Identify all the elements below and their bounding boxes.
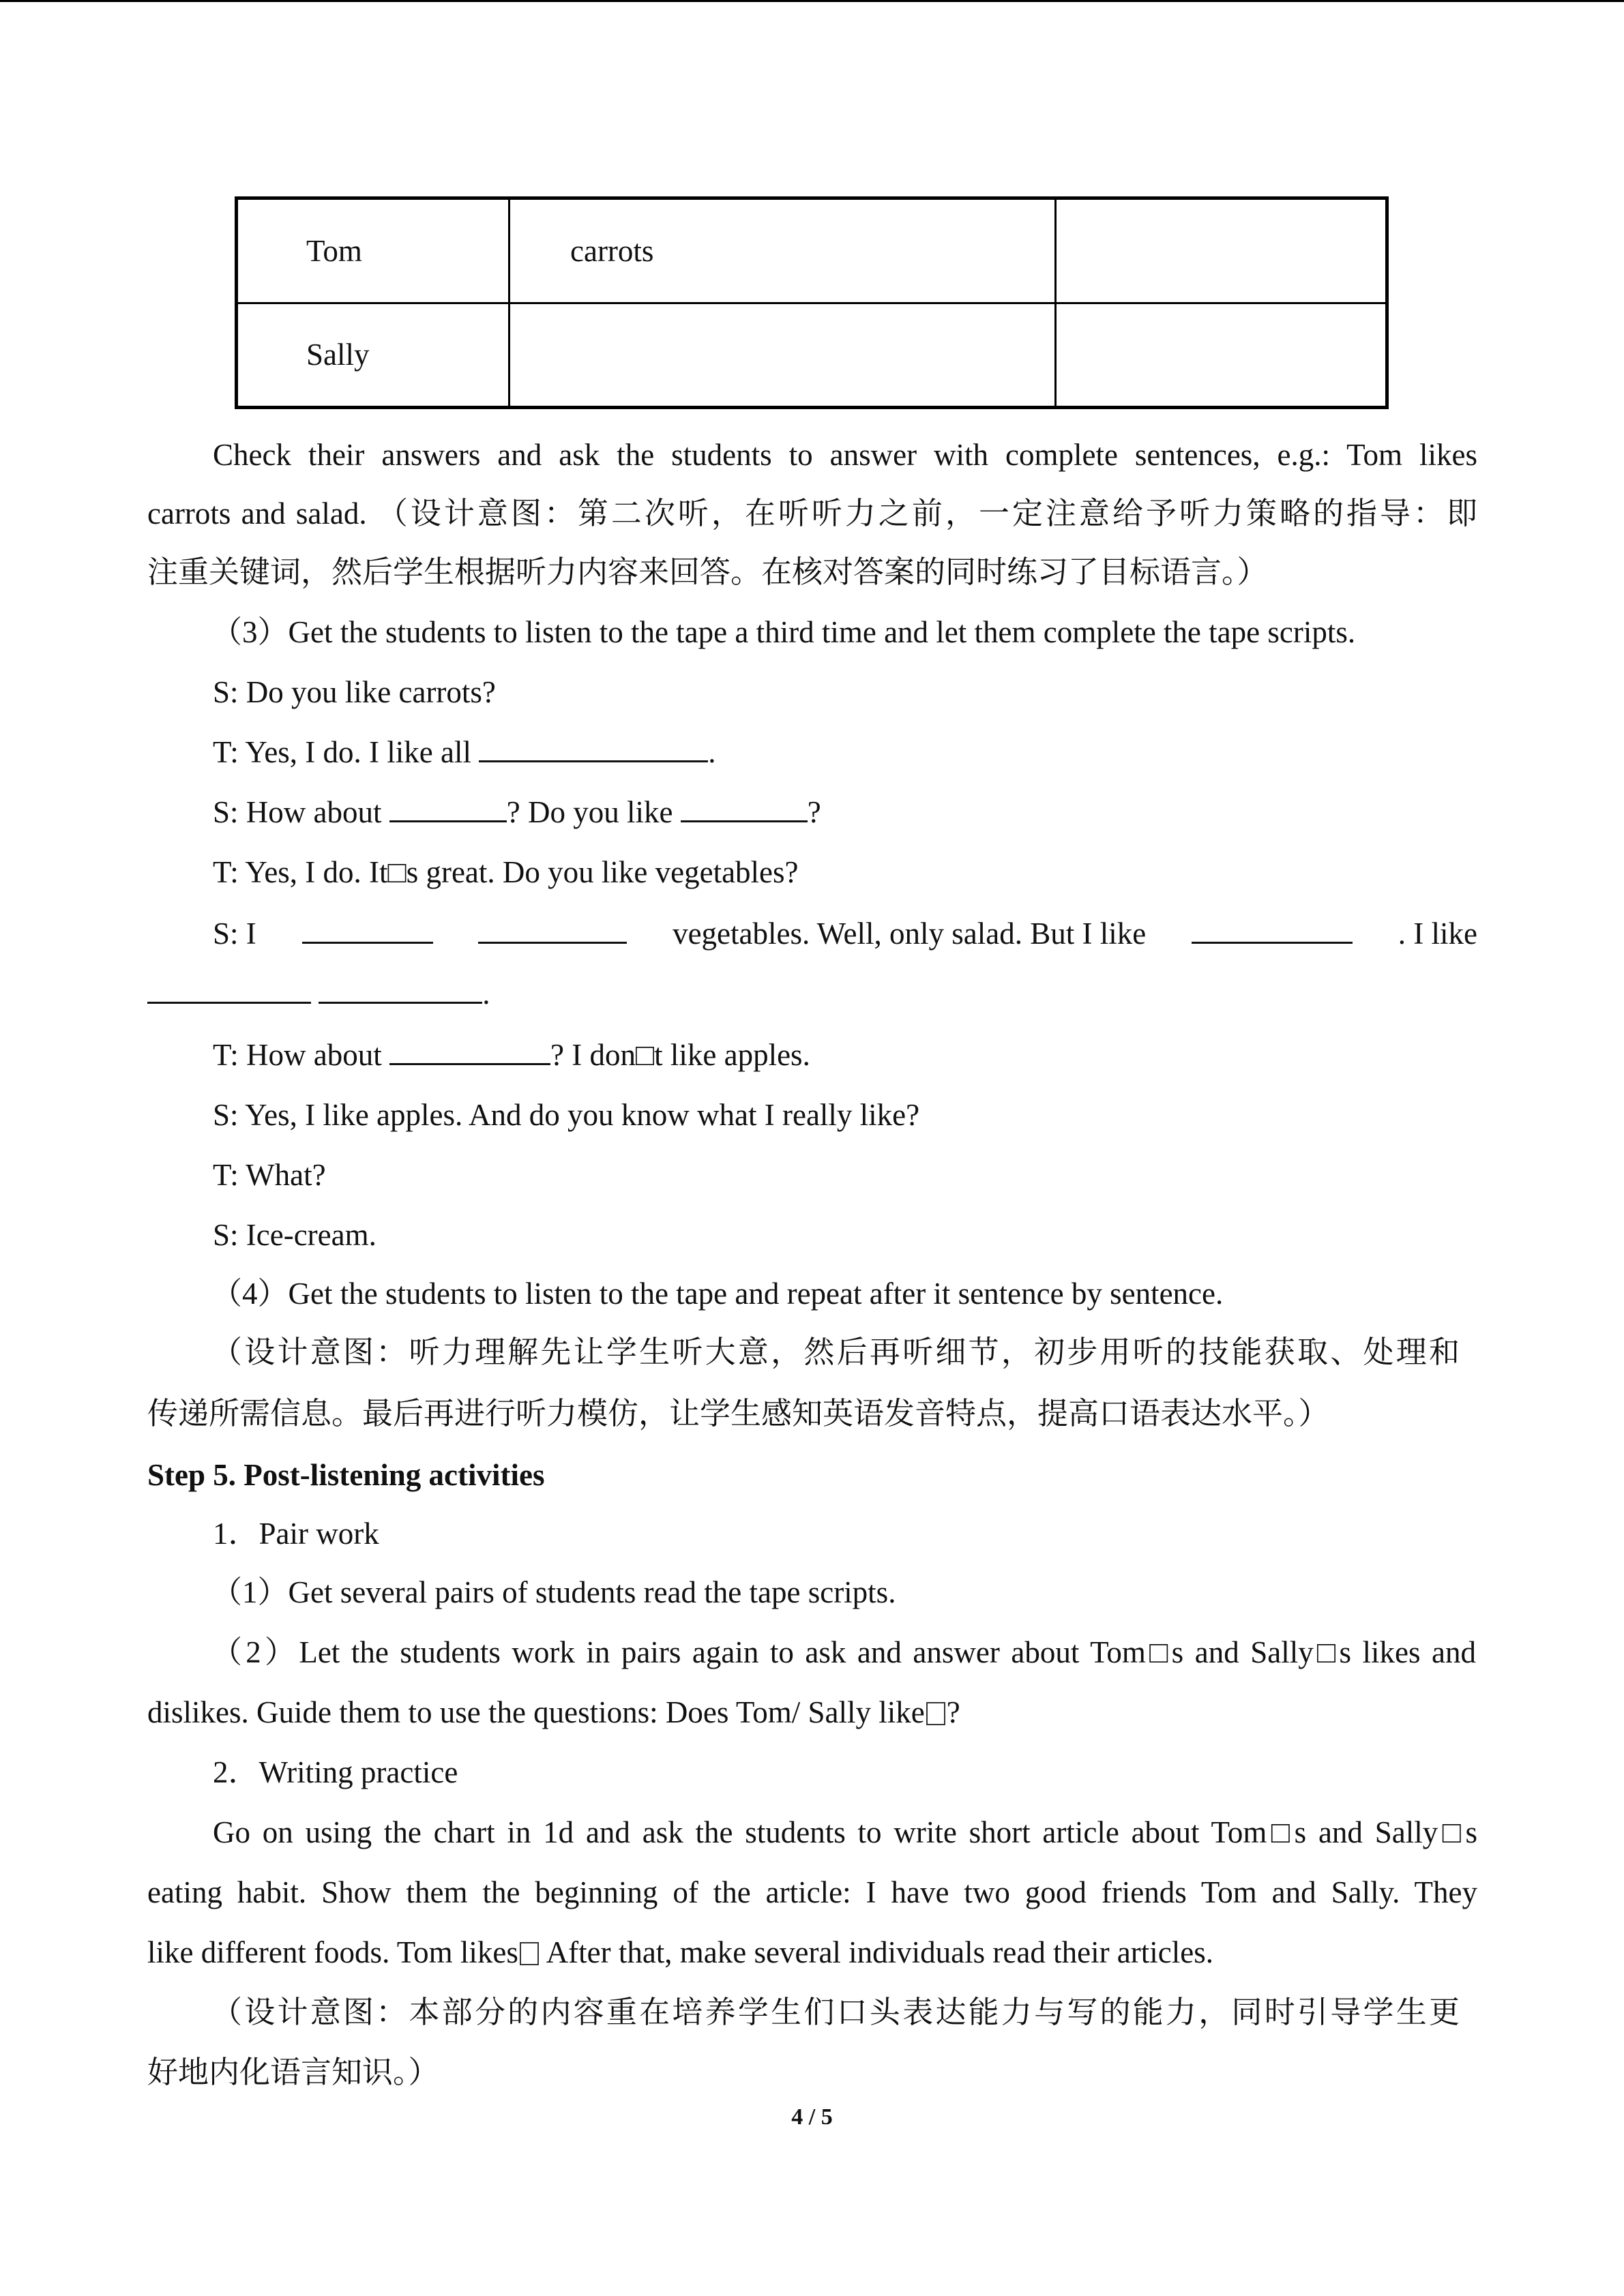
pair-work-item2-line1: （2）Let the students work in pairs again to ask and answer about Tom□s and Sally□s likes and	[211, 1635, 1476, 1669]
script-text: vegetables. Well, only salad. But I like	[673, 916, 1147, 951]
writing-para-line1: Go on using the chart in 1d and ask the students to write short article about Tom□s and Sally□s	[213, 1815, 1477, 1849]
answer-blank[interactable]	[681, 794, 808, 822]
writing-text: like different foods. Tom likes	[147, 1935, 518, 1969]
step3-instruction: （3）Get the students to listen to the tape a third time and let them complete the tape scripts.	[211, 615, 1356, 649]
missing-glyph-icon	[520, 1942, 539, 1965]
table-cell-name: Tom	[237, 198, 510, 303]
script-line: .	[147, 964, 1477, 1023]
answer-blank[interactable]	[478, 916, 627, 944]
check-para-line3: 注重关键词，然后学生根据听力内容来回答。在核对答案的同时练习了目标语言。）	[147, 555, 1268, 589]
likes-table	[235, 196, 1389, 409]
step5-heading: Step 5. Post-listening activities	[147, 1458, 545, 1492]
design-note2-line2: 好地内化语言知识。）	[147, 2055, 439, 2089]
answer-blank[interactable]	[479, 734, 708, 762]
script-text: . I like	[1398, 916, 1477, 951]
answer-blank[interactable]	[1192, 916, 1353, 944]
pair-work-heading: 1．Pair work	[213, 1517, 379, 1551]
script-text: S: How about	[213, 795, 382, 829]
script-text: ? I don□t like apples.	[550, 1038, 810, 1072]
answer-blank[interactable]	[147, 976, 311, 1004]
writing-para-line3	[147, 1923, 1477, 1982]
table-cell-likes	[510, 303, 1056, 408]
writing-text: After that, make several individuals read their articles.	[540, 1935, 1213, 1969]
step4-instruction: （4）Get the students to listen to the tape and repeat after it sentence by sentence.	[211, 1277, 1224, 1311]
script-text: S: I	[213, 916, 256, 951]
pair-work-item2-line2	[147, 1683, 1477, 1742]
table-cell-dislikes	[1056, 303, 1387, 408]
script-text: ? Do you like	[506, 795, 673, 829]
writing-para-line2: eating habit. Show them the beginning of the article: I have two good friends Tom and Sally. They	[147, 1875, 1477, 1909]
check-para-line2: carrots and salad. （设计意图：第二次听，在听听力之前，一定注意给予听力策略的指导：即	[147, 496, 1477, 531]
answer-blank[interactable]	[319, 976, 482, 1004]
design-note-line1: （设计意图：听力理解先让学生听大意，然后再听细节，初步用听的技能获取、处理和	[211, 1335, 1460, 1369]
answer-blank[interactable]	[302, 916, 433, 944]
script-line: S: Ice-cream.	[213, 1218, 377, 1252]
table-cell-dislikes	[1056, 198, 1387, 303]
script-line	[213, 1026, 1477, 1084]
check-para-line1: Check their answers and ask the students to answer with complete sentences, e.g.: Tom likes	[213, 438, 1477, 472]
script-line: T: What?	[213, 1158, 326, 1192]
script-line: S: Do you like carrots?	[213, 675, 496, 709]
pair-work-text: ?	[946, 1695, 960, 1729]
script-line: T: Yes, I do. I like all .	[213, 735, 716, 769]
script-line: S: How about ? Do you like ?	[213, 795, 821, 829]
script-text: T: Yes, I do. I like all	[213, 735, 471, 769]
pair-work-item1: （1）Get several pairs of students read the tape scripts.	[211, 1575, 896, 1609]
design-note-line2: 传递所需信息。最后再进行听力模仿，让学生感知英语发音特点，提高口语表达水平。）	[147, 1397, 1329, 1431]
table-cell-name: Sally	[237, 303, 510, 408]
table-row	[237, 198, 1387, 303]
script-line: S: Yes, I like apples. And do you know what I really like?	[213, 1098, 920, 1132]
page-number: 4 / 5	[791, 2104, 833, 2130]
script-line	[213, 904, 1477, 963]
design-note2-line1: （设计意图：本部分的内容重在培养学生们口头表达能力与写的能力，同时引导学生更	[211, 1995, 1460, 2029]
writing-heading: 2．Writing practice	[213, 1755, 458, 1789]
answer-blank[interactable]	[389, 1037, 550, 1065]
pair-work-text: dislikes. Guide them to use the questions: Does Tom/ Sally like	[147, 1695, 925, 1729]
table-row	[237, 303, 1387, 408]
missing-glyph-icon	[926, 1702, 945, 1725]
script-line: T: Yes, I do. It□s great. Do you like vegetables?	[213, 855, 799, 889]
script-text: T: How about	[213, 1038, 382, 1072]
table-cell-likes: carrots	[510, 198, 1056, 303]
answer-blank[interactable]	[389, 794, 507, 822]
